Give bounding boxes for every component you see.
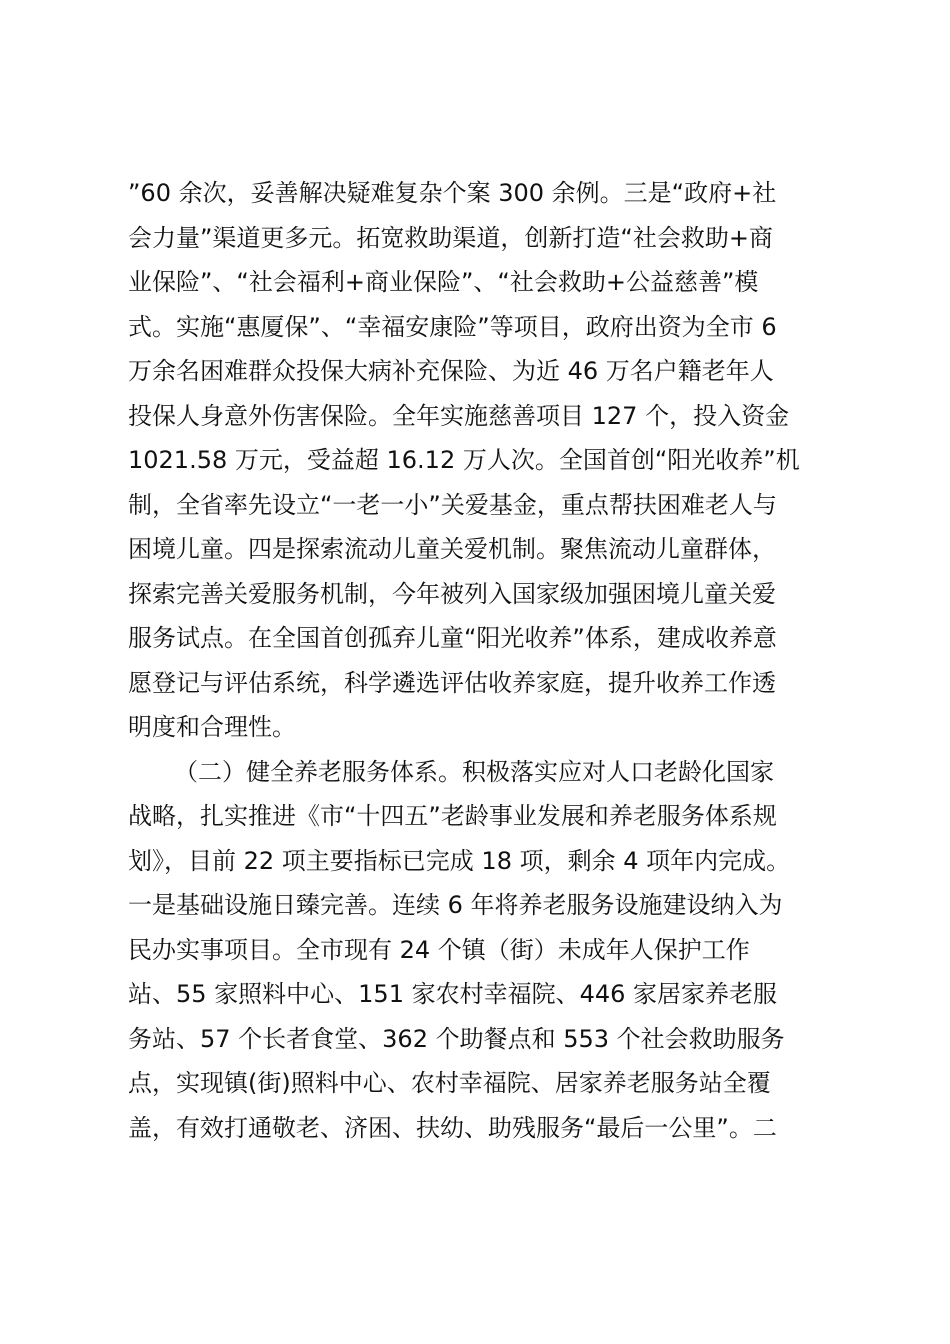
text-line-13: 明度和合理性。	[128, 713, 296, 741]
text-line-4: 式。实施“惠厦保”、“幸福安康险”等项目，政府出资为全市 6	[128, 312, 777, 341]
text-line-18: 民办实事项目。全市现有 24 个镇（街）未成年人保护工作	[128, 935, 750, 964]
text-line-6: 投保人身意外伤害保险。全年实施慈善项目 127 个，投入资金	[128, 401, 790, 430]
text-line-17: 一是基础设施日臻完善。连续 6 年将养老服务设施建设纳入为	[128, 891, 783, 919]
text-line-21: 点，实现镇(街)照料中心、农村幸福院、居家养老服务站全覆	[128, 1069, 771, 1097]
text-line-7: 1021.58 万元，受益超 16.12 万人次。全国首创“阳光收养”机	[128, 446, 800, 474]
text-line-19: 站、55 家照料中心、151 家农村幸福院、446 家居家养老服	[128, 980, 778, 1008]
text-line-8: 制，全省率先设立“一老一小”关爱基金，重点帮扶困难老人与	[128, 490, 777, 519]
text-line-9: 困境儿童。四是探索流动儿童关爱机制。聚焦流动儿童群体，	[128, 535, 776, 563]
document-body	[128, 171, 828, 1150]
text-line-15: 战略，扎实推进《市“十四五”老龄事业发展和养老服务体系规	[128, 802, 777, 830]
text-line-3: 业保险”、“社会福利+商业保险”、“社会救助+公益慈善”模	[128, 268, 759, 296]
text-line-10: 探索完善关爱服务机制，今年被列入国家级加强困境儿童关爱	[128, 579, 776, 608]
text-line-20: 务站、57 个长者食堂、362 个助餐点和 553 个社会救助服务	[128, 1024, 785, 1053]
text-line-1: ”60 余次，妥善解决疑难复杂个案 300 余例。三是“政府+社	[128, 179, 777, 207]
text-line-22: 盖，有效打通敬老、济困、扶幼、助残服务“最后一公里”。二	[128, 1113, 777, 1142]
text-line-5: 万余名困难群众投保大病补充保险、为近 46 万名户籍老年人	[128, 357, 774, 385]
text-line-12: 愿登记与评估系统，科学遴选评估收养家庭，提升收养工作透	[128, 668, 776, 697]
text-line-16: 划》，目前 22 项主要指标已完成 18 项，剩余 4 项年内完成。	[128, 846, 791, 875]
text-line-2: 会力量”渠道更多元。拓宽救助渠道，创新打造“社会救助+商	[128, 223, 773, 252]
text-line-11: 服务试点。在全国首创孤弃儿童“阳光收养”体系，建成收养意	[128, 624, 777, 652]
section-heading-line: （二）健全养老服务体系。积极落实应对人口老龄化国家	[174, 757, 774, 786]
